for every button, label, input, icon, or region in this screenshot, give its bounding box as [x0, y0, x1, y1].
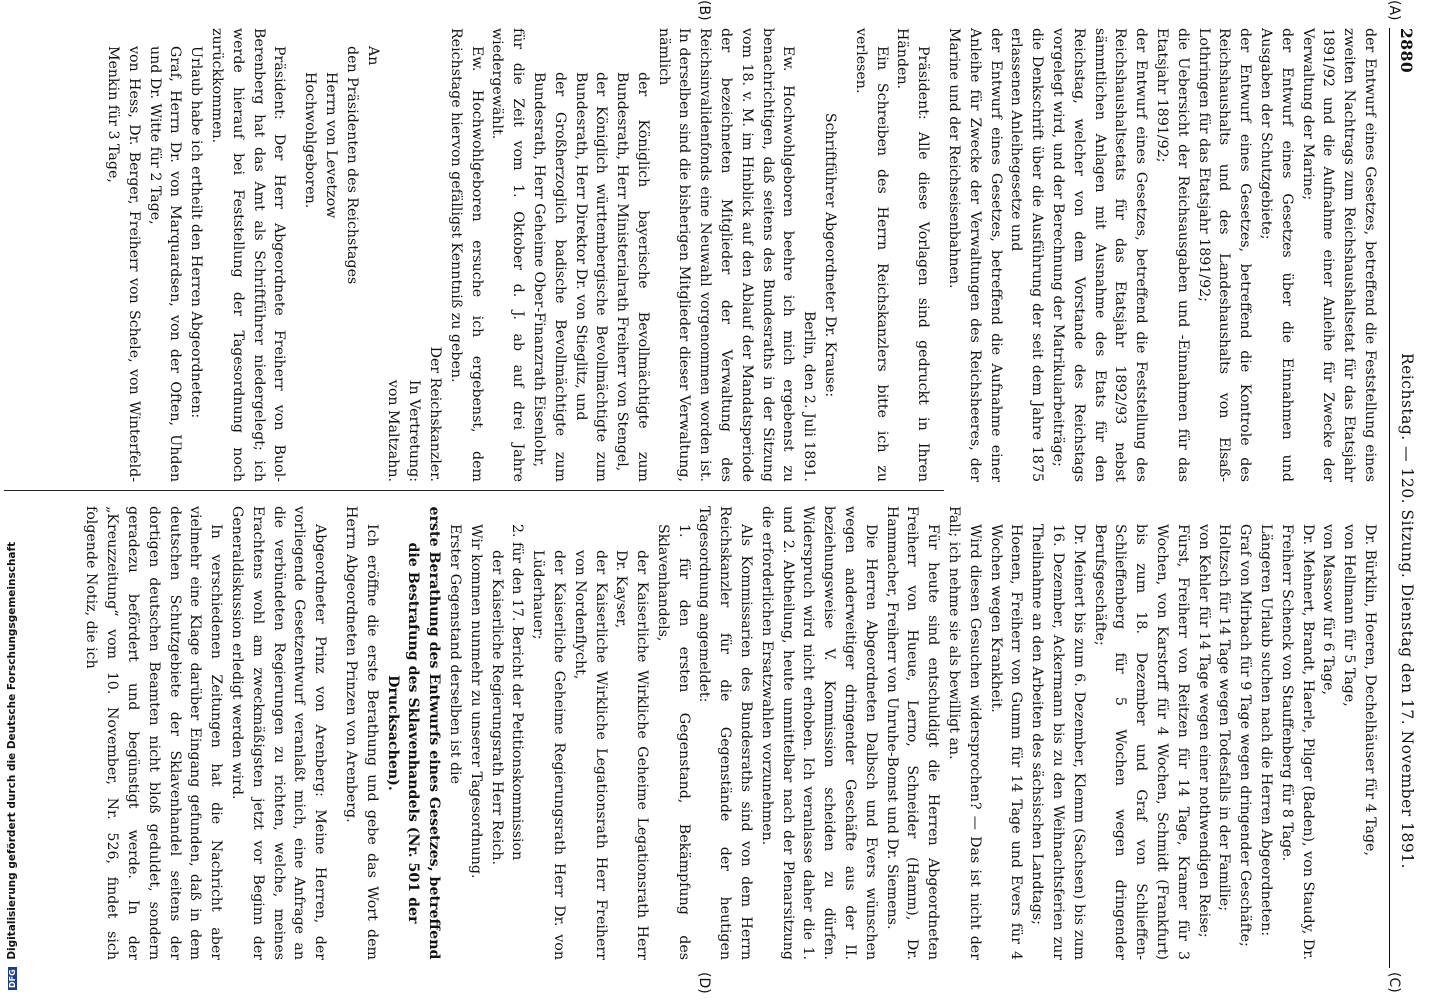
paragraph: Ew. Hochwohlgeboren beehre ich mich ergebenst zu benachrichtigen, daß seitens des Bundesraths in der Sitzung vom 18. v. M. im Hinblick auf den Ablauf der Mandatsperiode der bezeichneten Mitglieder der Verwaltung des Reichsinvalidenfonds eine Neuwahl vorgenommen worden ist. In derselben sind die bisherigen Mitglieder dieser Verwaltung, nämlich [655, 28, 797, 482]
credit-text: Digitalisierung gefördert durch die Deutsche Forschungsgemeinschaft [6, 541, 18, 960]
page-header [1389, 28, 1432, 968]
paragraph: Wird diesen Gesuchen widersprochen? — Das ist nicht der Fall; ich nehme sie als bewilligt an. [946, 506, 983, 960]
paragraph: Als Kommissarien des Bundesraths sind von dem Herrn Reichskanzler für die Gegenstände der heutigen Tagesordnung angemeldet: [696, 506, 755, 960]
paragraph: Ein Schreiben des Herrn Reichskanzlers bitte ich zu verlesen. [852, 28, 890, 482]
paragraph: Präsident: Alle diese Vorlagen sind gedruckt in Ihren Händen. [894, 28, 932, 482]
paragraph: von Hellmann für 5 Tage, [1341, 524, 1358, 707]
paragraph: der Königlich bayerische Bevollmächtigte zum Bundesrath, Herr Ministerialrath Freiherr von Stengel, [614, 72, 651, 482]
paragraph: 1. für den ersten Gegenstand, Bekämpfung des Sklavenhandels, [654, 524, 692, 960]
paragraph: Herrn von Levetzow [322, 72, 339, 219]
paragraph: Hoenen, Freiherr von Gumm für 14 Tage und Evers für 4 Wochen wegen Krankheit. [987, 524, 1025, 960]
paragraph: der Entwurf eines Gesetzes, betreffend die Kontrole des Reichshaushalts und des Landeshaushalts von Elsaß-Lothringen für das Etatsjahr 1891/92; [1195, 28, 1254, 482]
margin-letter-a: (A) [1386, 0, 1402, 21]
dfg-logo: DFG [8, 969, 17, 988]
paragraph: Graf von Mirbach für 9 Tage wegen dringender Geschäfte; [1237, 524, 1254, 947]
paragraph: der Entwurf eines Gesetzes über die Einnahmen und Ausgaben der Schutzgebiete; [1258, 28, 1295, 482]
paragraph: Ew. Hochwohlgeboren ersuche ich ergebenst, dem Reichstage hiervon gefälligst Kenntniß zu geben. [447, 28, 485, 482]
paragraph: von Maltzahn. [385, 379, 402, 482]
column-divider [4, 490, 944, 491]
page-number: 2880 [1397, 28, 1416, 74]
paragraph: Schriftführer Abgeordneter Dr. Krause: [822, 112, 839, 398]
paragraph: In verschiedenen Zeitungen hat die Nachricht aber vielmehr eine Klage darüber Eingang gefunden, daß in dem deutschen Schutzgebiete der Sklavenhandel seitens der dortigen deutschen Beamten nicht bloß geduldet, sondern geradezu befördert und begünstigt werde. In der „Kreuzzeitung“ vom 10. November, Nr. 526, findet sich folgende Notiz, die ich [83, 506, 225, 960]
paragraph: der Kaiserliche Regierungsrath Herr Reich. [488, 550, 505, 866]
paragraph: erste Berathung des Entwurfs eines Gesetzes, betreffend die Bestrafung des Sklavenhandels (Nr. 501 der Drucksachen). [384, 506, 443, 960]
paragraph: der Kaiserliche Wirkliche Legationsrath Herr Freiherr von Nordenflycht, [571, 550, 609, 960]
paragraph: für die Zeit vom 1. Oktober d. J. ab auf drei Jahre wiedergewählt. [489, 28, 527, 482]
paragraph: Präsident: Der Herr Abgeordnete Freiherr von Buol-Berenberg hat das Amt als Schriftführer niedergelegt; ich werde hierauf bei Feststellung der Tagesordnung noch zurückkommen. [208, 28, 288, 482]
paragraph: der Kaiserliche Geheime Regierungsrath Herr Dr. von Lüderhauer; [530, 550, 567, 960]
paragraph: die Uebersicht der Reichsausgaben und -Einnahmen für das Etatsjahr 1891/92; [1154, 28, 1191, 482]
paragraph: der Entwurf eines Gesetzes, betreffend die Feststellung des Reichshaushaltsetats für das Etatsjahr 1892/93 nebst sämmtlichen Anlagen mit Ausnahme des Etats für den Reichstag, welcher von dem Vorstande des Reichstags vorgelegt wird, und der Berechnung der Matrikularbeiträge; [1050, 28, 1150, 482]
paragraph: Urlaub habe ich ertheilt den Herren Abgeordneten: [188, 46, 205, 419]
paragraph: Erster Gegenstand derselben ist die [446, 524, 463, 784]
paragraph: Berlin, den 2. Juli 1891. [801, 310, 818, 482]
margin-letter-b: (B) [696, 0, 712, 21]
paragraph: Dr. Bürklin, Hoeren, Dechelhäuser für 4 Tage, [1362, 524, 1378, 856]
paragraph: Ich eröffne die erste Berathung und gebe das Wort dem Herrn Abgeordneten Prinzen von Arenberg. [342, 506, 380, 960]
paragraph: Hochwohlgeboren. [302, 72, 319, 209]
paragraph: der Entwurf eines Gesetzes, betreffend die Feststellung eines zweiten Nachtrags zum Reichshaushaltsetat für das Etatsjahr 1891/92 und die Aufnahme einer Anleihe für Zwecke der Verwaltung der Marine; [1299, 28, 1378, 482]
paragraph-gap [933, 28, 943, 482]
paragraph: Dr. Mehnert, Brandt, Haerle, Pilger (Baden), von Staudy, Dr. Freiherr Schenck von Stauffenberg für 8 Tage. [1278, 524, 1316, 960]
paragraph: Dr. Meinert bis zum 6. Dezember, Klemm (Sachsen) bis zum 16. Dezember, Ackermann bis zu den Weihnachtsferien zur Theilnahme an den Arbeiten des sächsischen Landtags; [1029, 524, 1087, 960]
paragraph: der Entwurf eines Gesetzes, betreffend die Aufnahme einer Anleihe für Zwecke der Verwaltungen des Reichsheeres, der Marine und der Reichseisenbahnen. [946, 28, 1004, 482]
paragraph: der Großherzoglich badische Bevollmächtigte zum Bundesrath, Herr Geheime Ober-Finanzrath Eisenlohr, [530, 72, 568, 482]
paragraph: Holtzsch für 14 Tage wegen Todesfalls in der Familie; [1216, 524, 1233, 911]
paragraph: Abgeordneter Prinz von Arenberg: Meine Herren, der vorliegende Gesetzentwurf veranlaßt mich, eine Anfrage an die verbündeten Regierungen zu richten, welche, meines Erachtens wohl am zweckmäßigsten jetzt vor Beginn der Generaldiskussion erledigt werden wird. [228, 506, 329, 960]
paragraph: Wir kommen nunmehr zu unserer Tagesordnung. [467, 524, 484, 879]
left-column [102, 28, 1380, 482]
paragraph: Der Reichskanzler. [426, 346, 443, 482]
paragraph: Die Herren Abgeordneten Dalbsch und Evers wünschen wegen anderweitiger dringender Geschäfte aus der II. beziehungsweise V. Kommission scheiden zu dürfen. Widerspruch wird nicht erhoben. Ich veranlasse daher die 1. und 2. Abtheilung, heute unmittelbar nach der Plenarsitzung die erforderlichen Ersatzwahlen vorzunehmen. [758, 506, 879, 960]
paragraph: der Kaiserliche Wirkliche Geheime Legationsrath Herr Dr. Kayser, [613, 550, 651, 960]
paragraph: die Denkschrift über die Ausführung der seit dem Jahre 1875 erlassenen Anleihegesetze und [1008, 28, 1046, 482]
paragraph: In Vertretung: [406, 379, 423, 482]
paragraph: von Massow für 6 Tage, [1320, 524, 1337, 695]
paragraph: Längeren Urlaub suchen nach die Herren Abgeordneten: [1258, 524, 1275, 937]
paragraph: von Hess, Dr. Berger, Freiherr von Schele, von Winterfeld-Menkin für 3 Tage, [104, 46, 142, 482]
margin-letter-d: (D) [696, 972, 712, 994]
paragraph: der Königlich württembergische Bevollmächtigte zum Bundesrath, Herr Direktor Dr. von Stieglitz, und [572, 72, 610, 482]
paragraph: den Präsidenten des Reichstages [343, 46, 360, 285]
right-column [81, 506, 1380, 960]
paragraph: Für heute sind entschuldigt die Herren Abgeordneten Freiherr von Hueue, Lerno, Schneider (Hamm), Dr. Hammacher, Freiherr von Unruhe-Bomst und Dr. Siemens. [883, 506, 942, 960]
paragraph-gap [330, 506, 340, 960]
paragraph: Fürst, Freiherr von Reitzen für 14 Tage, Kramer für 3 Wochen, von Karstorff für 4 Wochen, Schmidt (Frankfurt) bis zum 18. Dezember und Graf von Schlieffen-Schlieffenberg für 5 Wochen wegen dringender Berufsgeschäfte; [1091, 524, 1191, 960]
page-title: Reichstag. — 120. Sitzung. Dienstag den 17. November 1891. [1398, 353, 1416, 869]
paragraph: An [364, 46, 381, 66]
margin-letter-c: (C) [1386, 972, 1402, 993]
paragraph: 2. für den 17. Bericht der Petitionskommission [509, 524, 526, 861]
paragraph-gap [840, 28, 850, 482]
digitization-credit [6, 390, 20, 990]
paragraph: Graf, Herrn Dr. von Marquardsen, von der Often, Uhden und Dr. Witte für 2 Tage, [146, 46, 184, 482]
paragraph: von Kehler für 14 Tage wegen einer nothwendigen Reise; [1195, 524, 1212, 938]
paragraph-gap [289, 28, 299, 482]
